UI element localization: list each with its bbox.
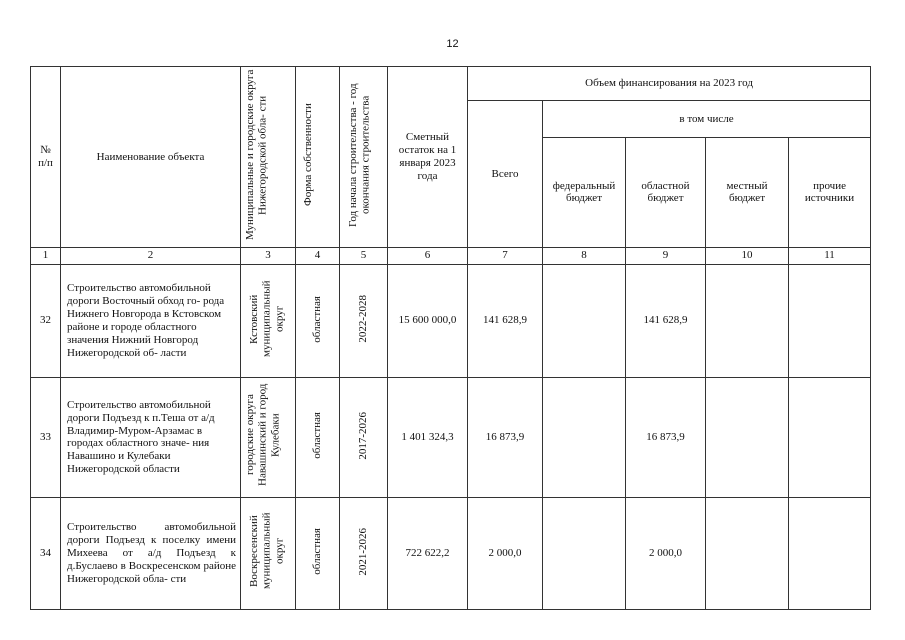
header-total: Всего <box>468 101 543 248</box>
header-num: № п/п <box>31 67 61 248</box>
row-years: 2017-2026 <box>340 377 388 497</box>
column-number: 9 <box>626 247 706 264</box>
row-municipal: Кстовский муниципальный округ <box>241 264 296 377</box>
row-local <box>706 497 789 609</box>
row-total: 16 873,9 <box>468 377 543 497</box>
column-number: 3 <box>241 247 296 264</box>
header-estimate: Сметный остаток на 1 января 2023 года <box>388 67 468 248</box>
row-estimate: 15 600 000,0 <box>388 264 468 377</box>
funding-table <box>30 66 871 610</box>
row-other <box>789 497 871 609</box>
row-num: 33 <box>31 377 61 497</box>
object-name: Строительство автомобильной дороги Подъезд к п.Теша от а/д Владимир-Муром-Арзамас в городах областного значе- ния Навашино и Кулебаки Нижегородской области <box>61 377 241 497</box>
column-number: 1 <box>31 247 61 264</box>
header-row-top <box>31 67 871 101</box>
row-regional: 141 628,9 <box>626 264 706 377</box>
header-ownership: Форма собственности <box>296 67 340 248</box>
header-local: местный бюджет <box>706 137 789 247</box>
header-years: Год начала строительства - год окончания строительства <box>340 67 388 248</box>
page-number: 12 <box>446 38 459 50</box>
row-municipal: городские округа Навашинский и город Кулебаки <box>241 377 296 497</box>
header-other: прочие источники <box>789 137 871 247</box>
column-number: 6 <box>388 247 468 264</box>
row-local <box>706 264 789 377</box>
column-number: 5 <box>340 247 388 264</box>
column-number: 10 <box>706 247 789 264</box>
row-ownership: областная <box>296 264 340 377</box>
column-number: 8 <box>543 247 626 264</box>
header-municipal: Муниципальные и городские округа Нижегородской обла- сти <box>241 67 296 248</box>
row-federal <box>543 497 626 609</box>
header-including: в том числе <box>543 101 871 138</box>
row-federal <box>543 377 626 497</box>
header-name: Наименование объекта <box>61 67 241 248</box>
row-municipal: Воскресенский муниципальный округ <box>241 497 296 609</box>
row-num: 34 <box>31 497 61 609</box>
row-ownership: областная <box>296 497 340 609</box>
row-other <box>789 264 871 377</box>
column-number: 7 <box>468 247 543 264</box>
header-regional: областной бюджет <box>626 137 706 247</box>
row-other <box>789 377 871 497</box>
row-regional: 16 873,9 <box>626 377 706 497</box>
header-federal: федеральный бюджет <box>543 137 626 247</box>
row-ownership: областная <box>296 377 340 497</box>
column-number-row <box>31 247 871 264</box>
table-row <box>31 264 871 377</box>
row-estimate: 722 622,2 <box>388 497 468 609</box>
table-row <box>31 377 871 497</box>
object-name: Строительство автомобильной дороги Подъезд к поселку имени Михеева от а/д Подъезд к д.Буслаево в Воскресенском районе Нижегородской обла- сти <box>61 497 241 609</box>
row-federal <box>543 264 626 377</box>
row-num: 32 <box>31 264 61 377</box>
header-funding-group: Объем финансирования на 2023 год <box>468 67 871 101</box>
column-number: 11 <box>789 247 871 264</box>
row-years: 2021-2026 <box>340 497 388 609</box>
row-total: 141 628,9 <box>468 264 543 377</box>
row-total: 2 000,0 <box>468 497 543 609</box>
row-local <box>706 377 789 497</box>
table-row <box>31 497 871 609</box>
column-number: 4 <box>296 247 340 264</box>
column-number: 2 <box>61 247 241 264</box>
row-estimate: 1 401 324,3 <box>388 377 468 497</box>
row-years: 2022-2028 <box>340 264 388 377</box>
row-regional: 2 000,0 <box>626 497 706 609</box>
object-name: Строительство автомобильной дороги Восточный обход го- рода Нижнего Новгорода в Кстовском районе и городе областного значения Нижний Новгород Нижегородской об- ласти <box>61 264 241 377</box>
